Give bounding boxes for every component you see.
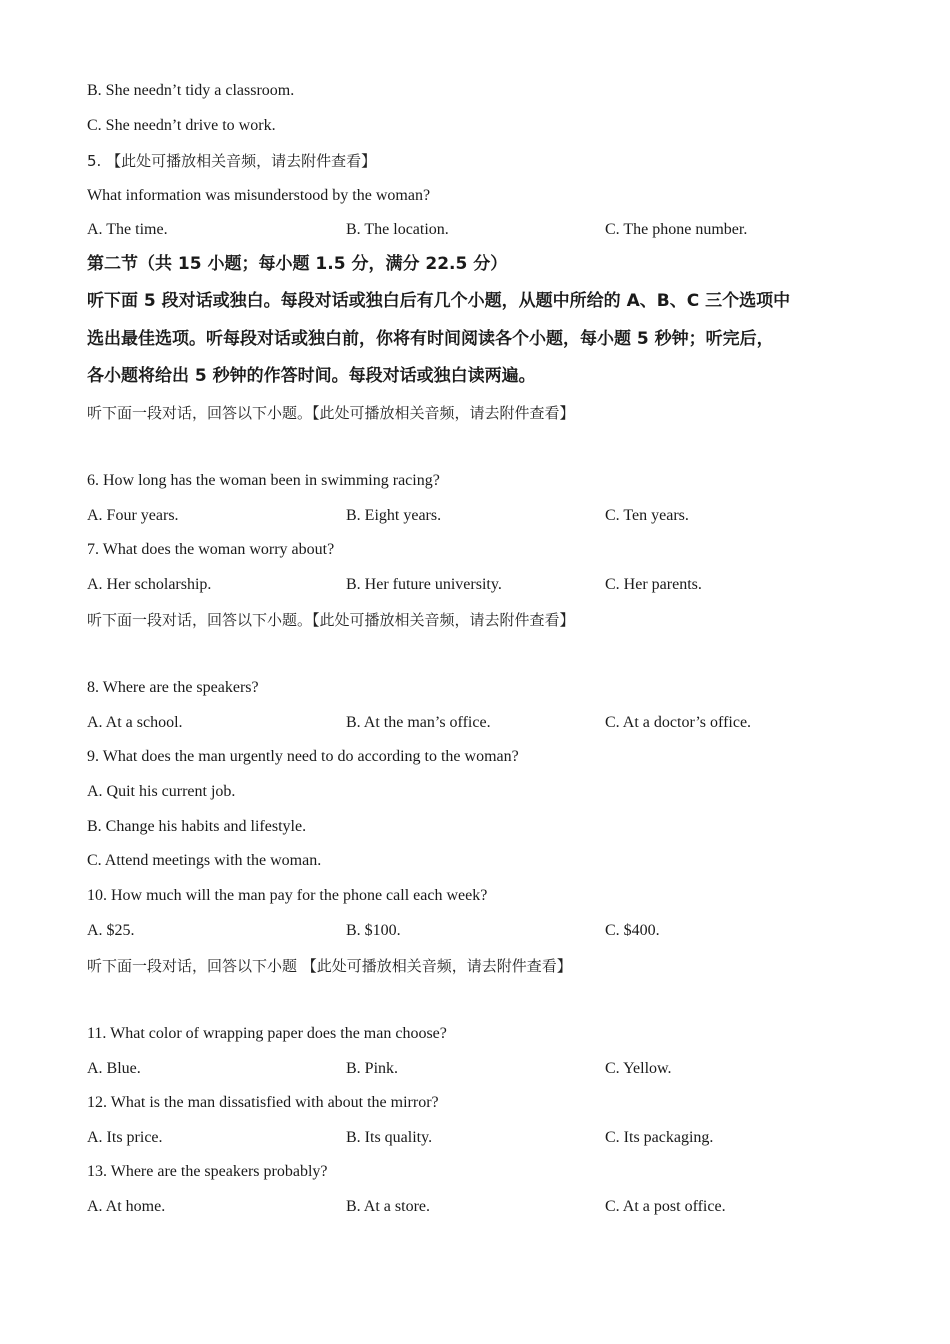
section-2-title: 第二节（共 15 小题；每小题 1.5 分，满分 22.5 分）	[87, 254, 508, 274]
q10-option-a: A. $25.	[87, 922, 135, 939]
q10-option-b: B. $100.	[346, 922, 401, 939]
listen-note-1: 听下面一段对话，回答以下小题。【此处可播放相关音频，请去附件查看】	[87, 404, 575, 422]
q13-option-b: B. At a store.	[346, 1198, 430, 1215]
q9-option-c: C. Attend meetings with the woman.	[87, 852, 322, 869]
q11-option-a: A. Blue.	[87, 1060, 141, 1077]
q4-option-b: B. She needn’t tidy a classroom.	[87, 82, 295, 99]
q13-option-a: A. At home.	[87, 1198, 166, 1215]
q5-question: What information was misunderstood by the woman?	[87, 187, 431, 204]
q10-question: 10. How much will the man pay for the phone call each week?	[87, 887, 488, 904]
q12-option-c: C. Its packaging.	[605, 1129, 714, 1146]
section-2-instruction-3: 各小题将给出 5 秒钟的作答时间。每段对话或独白读两遍。	[87, 366, 536, 386]
q6-question: 6. How long has the woman been in swimming racing?	[87, 472, 440, 489]
q13-question: 13. Where are the speakers probably?	[87, 1163, 328, 1180]
q5-option-c: C. The phone number.	[605, 221, 748, 238]
listen-note-2: 听下面一段对话，回答以下小题。【此处可播放相关音频，请去附件查看】	[87, 611, 575, 629]
q9-question: 9. What does the man urgently need to do according to the woman?	[87, 748, 519, 765]
q11-option-c: C. Yellow.	[605, 1060, 672, 1077]
q5-option-a: A. The time.	[87, 221, 168, 238]
section-2-instruction-2: 选出最佳选项。听每段对话或独白前，你将有时间阅读各个小题，每小题 5 秒钟；听完后，	[87, 329, 774, 349]
q5-option-b: B. The location.	[346, 221, 449, 238]
q7-option-b: B. Her future university.	[346, 576, 502, 593]
q11-question: 11. What color of wrapping paper does the man choose?	[87, 1025, 447, 1042]
q12-option-a: A. Its price.	[87, 1129, 163, 1146]
q10-option-c: C. $400.	[605, 922, 660, 939]
q6-option-c: C. Ten years.	[605, 507, 689, 524]
q8-option-b: B. At the man’s office.	[346, 714, 491, 731]
q7-option-a: A. Her scholarship.	[87, 576, 212, 593]
q6-option-a: A. Four years.	[87, 507, 179, 524]
q5-audio-note: 5. 【此处可播放相关音频，请去附件查看】	[87, 152, 377, 170]
q12-question: 12. What is the man dissatisfied with about the mirror?	[87, 1094, 439, 1111]
q8-option-c: C. At a doctor’s office.	[605, 714, 752, 731]
q4-option-c: C. She needn’t drive to work.	[87, 117, 276, 134]
section-2-instruction-1: 听下面 5 段对话或独白。每段对话或独白后有几个小题，从题中所给的 A、B、C 三个选项中	[87, 291, 791, 311]
q8-option-a: A. At a school.	[87, 714, 183, 731]
q7-question: 7. What does the woman worry about?	[87, 541, 335, 558]
q7-option-c: C. Her parents.	[605, 576, 702, 593]
q9-option-b: B. Change his habits and lifestyle.	[87, 818, 307, 835]
q6-option-b: B. Eight years.	[346, 507, 442, 524]
q12-option-b: B. Its quality.	[346, 1129, 433, 1146]
q11-option-b: B. Pink.	[346, 1060, 399, 1077]
q13-option-c: C. At a post office.	[605, 1198, 726, 1215]
listen-note-3: 听下面一段对话，回答以下小题 【此处可播放相关音频，请去附件查看】	[87, 957, 572, 975]
q8-question: 8. Where are the speakers?	[87, 679, 259, 696]
q9-option-a: A. Quit his current job.	[87, 783, 236, 800]
